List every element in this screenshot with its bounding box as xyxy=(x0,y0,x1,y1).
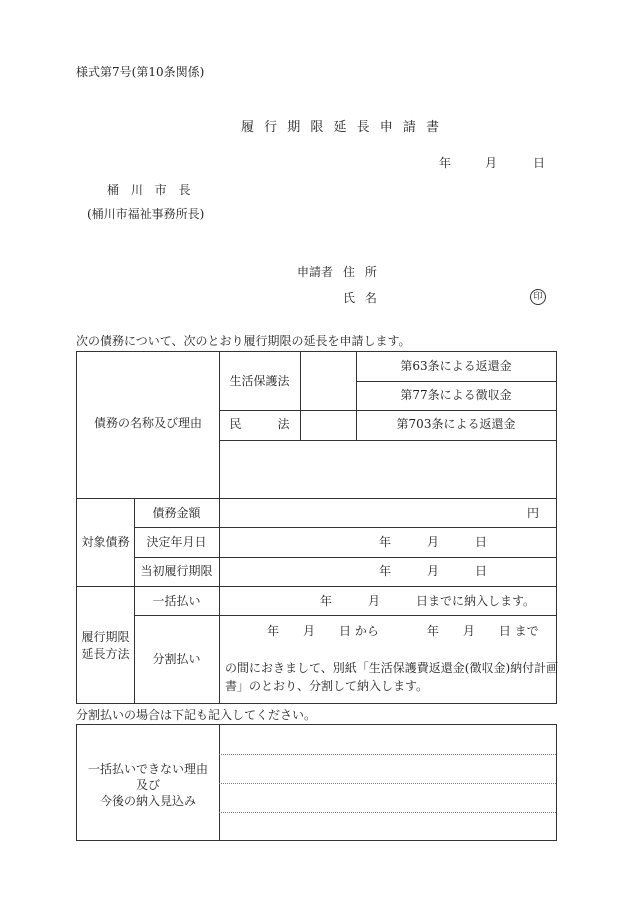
row-divider xyxy=(356,381,556,382)
row-divider xyxy=(134,527,556,528)
method-label-line1: 履行期限 xyxy=(81,630,130,644)
note-label-line1: 一括払いできない理由 xyxy=(87,762,208,776)
target-row-value-original-deadline: 年 月 日 xyxy=(379,564,488,578)
law2-item-703: 第703条による返還金 xyxy=(396,417,516,431)
page-title: 履 行 期 限 延 長 申 請 書 xyxy=(241,120,443,135)
note-table xyxy=(76,724,557,841)
date-day: 日 xyxy=(533,156,546,170)
seal-mark: 印 xyxy=(530,289,546,305)
target-label: 対象債務 xyxy=(81,535,130,549)
row-divider xyxy=(219,410,556,411)
intro-text: 次の債務について、次のとおり履行期限の延長を申請します。 xyxy=(76,334,411,348)
lump-sum-label: 一括払い xyxy=(152,594,201,608)
installment-range: 年 月 日 から 年 月 日 まで xyxy=(267,624,539,638)
note-write-line[interactable] xyxy=(219,812,556,813)
section-divider xyxy=(77,498,556,499)
row-divider xyxy=(134,615,556,616)
note-write-line[interactable] xyxy=(219,754,556,755)
section-divider xyxy=(77,586,556,587)
target-row-label-decision-date: 決定年月日 xyxy=(146,535,207,549)
law1-item-77: 第77条による徴収金 xyxy=(400,388,512,402)
row-divider xyxy=(134,557,556,558)
law1-label: 生活保護法 xyxy=(229,374,290,388)
installment-text-line2: 書」のとおり、分割して納入します。 xyxy=(225,679,429,693)
lump-sum-text: 年 月 日までに納入します。 xyxy=(320,594,536,608)
address-label: 住 所 xyxy=(343,265,380,279)
debt-label: 債務の名称及び理由 xyxy=(93,416,202,430)
method-label-line2: 延長方法 xyxy=(81,647,130,661)
law1-item-63: 第63条による返還金 xyxy=(400,359,512,373)
col-divider-law xyxy=(300,352,301,440)
date-year: 年 xyxy=(439,156,452,170)
target-row-value-amount: 円 xyxy=(527,506,540,520)
form-number: 様式第7号(第10条関係) xyxy=(76,65,205,79)
note-label-line3: 今後の納入見込み xyxy=(99,794,196,808)
name-label: 氏 名 xyxy=(343,291,380,305)
target-row-label-original-deadline: 当初履行期限 xyxy=(140,564,213,578)
main-table xyxy=(76,351,557,704)
applicant-label: 申請者 xyxy=(297,265,334,279)
installment-label: 分割払い xyxy=(152,652,201,666)
target-row-label-amount: 債務金額 xyxy=(152,506,201,520)
date-month: 月 xyxy=(485,156,498,170)
addressee-sub: (桶川市福祉事務所長) xyxy=(87,207,205,221)
law2-label: 民 法 xyxy=(229,417,290,431)
addressee-name: 桶 川 市 長 xyxy=(107,183,195,197)
installment-text-line1: の間におきまして、別紙「生活保護費返還金(徴収金)納付計画 xyxy=(225,661,559,675)
row-divider xyxy=(219,440,556,441)
target-row-value-decision-date: 年 月 日 xyxy=(379,535,488,549)
note-write-line[interactable] xyxy=(219,783,556,784)
note-intro: 分割払いの場合は下記も記入してください。 xyxy=(76,708,317,722)
note-label-line2: 及び xyxy=(135,778,160,792)
